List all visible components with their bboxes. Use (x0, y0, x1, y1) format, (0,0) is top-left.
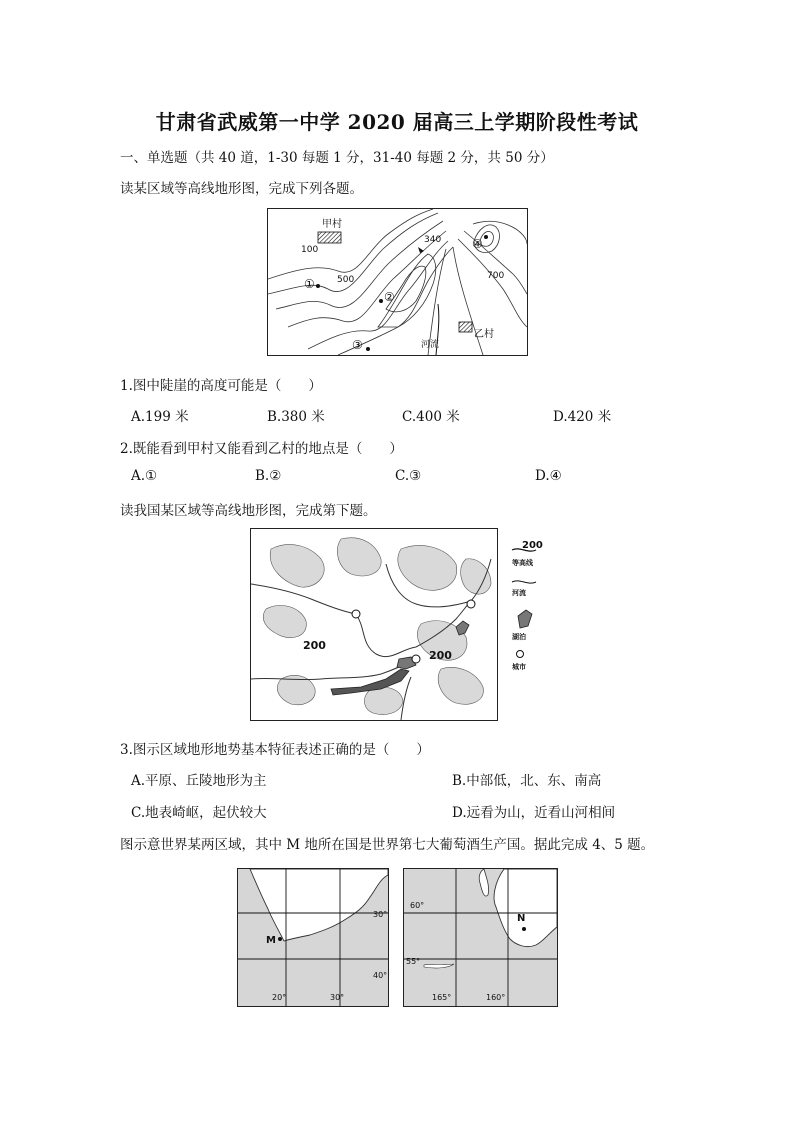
legend-contour-label: 等高线 (512, 559, 533, 567)
q3-option-d: D.远看为山，近看山河相间 (452, 805, 616, 821)
lat-55-label: 55° (406, 957, 421, 966)
lon-30-label: 30° (330, 993, 345, 1002)
map-2-legend (510, 538, 570, 678)
legend-contour-value: 200 (522, 540, 543, 551)
q2-stem: 2.既能看到甲村又能看到乙村的地点是（ ） (120, 441, 403, 457)
village-a-label: 甲村 (322, 219, 342, 230)
lat-30-label: 30° (373, 910, 388, 919)
contour-200-label-west: 200 (303, 639, 326, 652)
q2-option-b: B.② (255, 468, 282, 484)
point-3-label: ③ (352, 338, 363, 352)
intro-1: 读某区域等高线地形图，完成下列各题。 (120, 181, 363, 197)
q1-stem: 1.图中陡崖的高度可能是（ ） (120, 378, 322, 394)
section-header: 一、单选题（共 40 道，1-30 每题 1 分，31-40 每题 2 分，共 50 分） (120, 150, 554, 166)
q3-option-c: C.地表崎岖，起伏较大 (131, 805, 267, 821)
grid-map-m (237, 868, 389, 1007)
q1-option-b: B.380 米 (267, 409, 325, 425)
contour-340-label: 340 (424, 235, 442, 245)
contour-200-label-east: 200 (429, 649, 452, 662)
contour-700-label: 700 (487, 271, 505, 281)
point-m-label: M (266, 935, 276, 946)
point-n-label: N (517, 913, 526, 924)
q1-option-d: D.420 米 (553, 409, 612, 425)
q2-option-d: D.④ (535, 468, 562, 484)
page-title: 甘肃省武威第一中学 2020 届高三上学期阶段性考试 (155, 110, 639, 134)
q1-option-c: C.400 米 (402, 409, 460, 425)
legend-river-label: 河流 (512, 589, 526, 597)
contour-500-label: 500 (337, 275, 355, 285)
intro-3: 图示意世界某两区域，其中 M 地所在国是世界第七大葡萄酒生产国。据此完成 4、5 题。 (120, 837, 655, 853)
q1-option-a: A.199 米 (131, 409, 189, 425)
lon-165-label: 165° (432, 993, 452, 1002)
q3-option-b: B.中部低，北、东、南高 (452, 773, 602, 789)
point-4-label: ④ (472, 237, 483, 251)
contour-map-1 (267, 208, 528, 356)
contour-map-2 (250, 528, 498, 721)
legend-lake-label: 湖泊 (512, 633, 526, 641)
q3-option-a: A.平原、丘陵地形为主 (131, 773, 267, 789)
q3-stem: 3.图示区域地形地势基本特征表述正确的是（ ） (120, 742, 430, 758)
intro-2: 读我国某区域等高线地形图，完成第下题。 (120, 503, 377, 519)
lon-20-label: 20° (272, 993, 287, 1002)
lat-40-label: 40° (373, 971, 388, 980)
q2-option-a: A.① (131, 468, 158, 484)
river-label: 河流 (421, 340, 440, 350)
point-2-label: ② (384, 290, 395, 304)
q2-option-c: C.③ (395, 468, 422, 484)
lat-60-label: 60° (410, 901, 425, 910)
contour-100-label: 100 (301, 245, 319, 255)
legend-city-label: 城市 (512, 663, 526, 671)
point-1-label: ① (304, 277, 315, 291)
grid-map-n (403, 868, 558, 1007)
lon-160-label: 160° (486, 993, 506, 1002)
village-b-label: 乙村 (474, 329, 494, 340)
